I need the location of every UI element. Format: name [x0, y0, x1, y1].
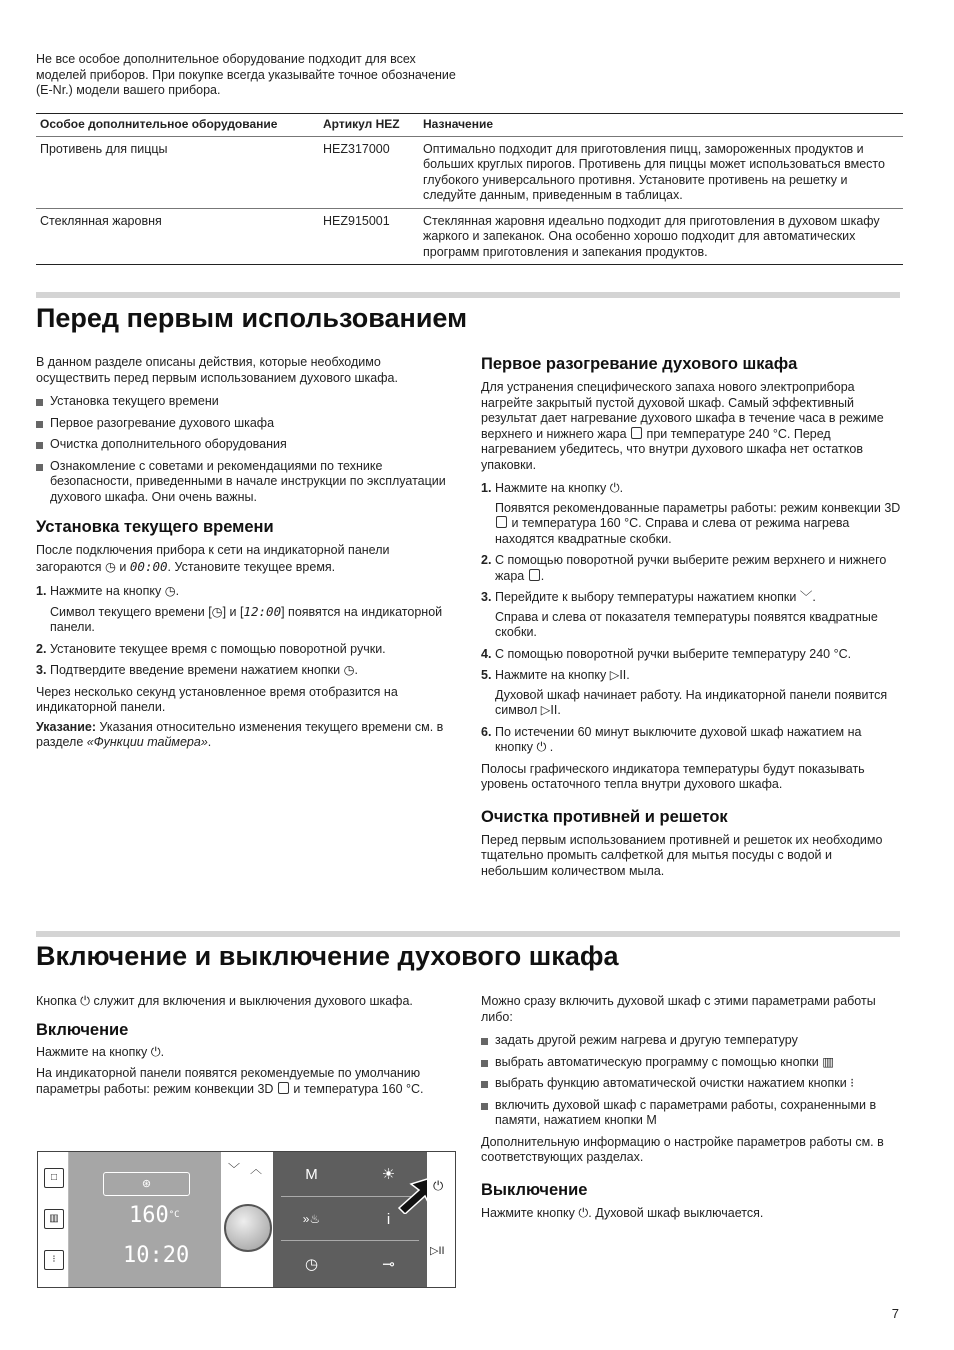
cell-desc: Стеклянная жаровня идеально подходит для приготовления в духовом шкафу жаркого и запеканок. Она особенно хорошо подходит для автоматических программ приготовления и запекания продуктов.: [419, 208, 903, 265]
right-after: Дополнительную информацию о настройке параметров работы см. в соответствующих разделах.: [481, 1134, 884, 1164]
power-icon: ⏻: [609, 481, 620, 495]
right-intro: Можно сразу включить духовой шкаф с этими параметрами работы либо:: [481, 994, 876, 1024]
power-icon: ⏻: [536, 740, 547, 754]
list-item: задать другой режим нагрева и другую температуру: [481, 1033, 901, 1049]
panel-right-strip: [427, 1152, 455, 1287]
switch-off-text: Нажмите кнопку ⏻. Духовой шкаф выключается.: [481, 1205, 764, 1220]
cleaning-icon: ⁝: [850, 1076, 855, 1090]
cell-code: HEZ317000: [319, 136, 419, 208]
preheat-steps: [481, 481, 901, 756]
auto-program-icon: ▥: [822, 1054, 835, 1069]
heading-clean: Очистка противней и решеток: [481, 807, 728, 826]
cell-desc: Оптимально подходит для приготовления пицц, замороженных продуктов и больших круглых пирогов. Противень для пиццы может использоваться вместо глубокого универсального противня. Установите противень на решетку и следуйте данным, приведенным в таблицах.: [419, 136, 903, 208]
cleaning-button-icon: ⁝: [44, 1250, 64, 1270]
left-column-first-use: [36, 355, 456, 751]
display-temperature: $160^{^\circ C}$: [129, 1203, 180, 1228]
fast-preheat-button[interactable]: »♨: [302, 1212, 321, 1226]
convection-3d-icon: ⊛: [141, 1178, 152, 1190]
page-number: 7: [891, 1306, 899, 1321]
intro-paragraph: Не все особое дополнительное оборудование подходит для всех моделей приборов. При покупке всегда указывайте точное обозначение (E-Nr.) модели вашего прибора.: [36, 52, 456, 97]
memory-icon: M: [646, 1113, 657, 1127]
cell-code: HEZ915001: [319, 208, 419, 265]
cell-name: Стеклянная жаровня: [36, 208, 319, 265]
list-item: Ознакомление с советами и рекомендациями по технике безопасности, приведенными в начале инструкции по эксплуатации духового шкафа. Они очень важны.: [36, 459, 456, 506]
top-bottom-heat-icon: [529, 569, 540, 581]
cell-name: Противень для пиццы: [36, 136, 319, 208]
clock-icon: ◷: [164, 584, 176, 598]
left-column-on-off: [36, 994, 456, 1097]
heading-switch-off: Выключение: [481, 1180, 588, 1199]
heating-mode-button-icon: □: [44, 1168, 64, 1188]
display-mode-box: [103, 1172, 190, 1196]
list-item: выбрать автоматическую программу с помощью кнопки ▥: [481, 1055, 901, 1071]
set-time-steps: [36, 584, 456, 679]
step-item: 2. Установите текущее время с помощью поворотной ручки.: [36, 641, 386, 656]
section1-intro: В данном разделе описаны действия, которые необходимо осуществить перед первым использованием духового шкафа.: [36, 355, 398, 385]
display-time: 10:20: [123, 1243, 190, 1268]
panel-display: [69, 1152, 221, 1287]
step-item: 1. Нажмите на кнопку ⏻. Появятся рекомендованные параметры работы: режим конвекции 3D и температура 160 °C. Справа и слева от режима нагрева находятся квадратные скобки.: [481, 481, 901, 546]
step-item: 1. Нажмите на кнопку ◷. Символ текущего времени [◷] и [12:00] появятся на индикаторной панели.: [36, 584, 443, 634]
list-item: Очистка дополнительного оборудования: [36, 437, 456, 453]
step-item: 3. Подтвердите введение времени нажатием кнопки ◷.: [36, 663, 358, 677]
right-column-first-use: [481, 354, 901, 879]
list-item: включить духовой шкаф с параметрами работы, сохраненными в памяти, нажатием кнопки M: [481, 1098, 901, 1129]
clock-icon: ◷: [343, 663, 355, 677]
top-bottom-heat-icon: [631, 427, 642, 439]
section-divider: [36, 292, 900, 298]
col-header-equipment: Особое дополнительное оборудование: [36, 114, 319, 137]
power-icon: ⏻: [80, 994, 90, 1008]
switch-on-text: Нажмите на кнопку ⏻.: [36, 1044, 165, 1059]
clean-text: Перед первым использованием противней и решеток их необходимо тщательно промыть салфеткой для мытья посуды с водой и небольшим количеством мыла.: [481, 832, 883, 878]
start-pause-icon[interactable]: ▷II: [430, 1245, 445, 1257]
chevron-down-icon: ﹀: [799, 590, 813, 604]
clock-icon: ◷: [211, 604, 223, 619]
right-column-on-off: [481, 994, 901, 1221]
accessory-table: [36, 113, 903, 265]
auto-program-button-icon: ▥: [44, 1209, 64, 1229]
step-item: 2. С помощью поворотной ручки выберите режим верхнего и нижнего жара .: [481, 553, 887, 583]
start-pause-icon: ▷II: [540, 703, 558, 717]
chevron-down-icon[interactable]: ﹀: [228, 1162, 241, 1176]
section-title-first-use: Перед первым использованием: [36, 303, 468, 333]
preheat-intro: Для устранения специфического запаха нового электроприбора нагрейте закрытый пустой духовой шкаф. Самый эффективный результат дает нагревание духового шкафа в течение часа в режиме верхнего и нижнего жара при температуре 240 °C. Перед нагреванием убедитесь, что внутри духового шкафа нет остатков упаковки.: [481, 380, 884, 472]
heading-preheat: Первое разогревание духового шкафа: [481, 355, 798, 373]
knob-zone: [222, 1152, 272, 1287]
section-divider: [36, 931, 900, 937]
power-icon: ⏻: [150, 1044, 161, 1059]
section1-bullets: [36, 394, 456, 505]
heading-set-time: Установка текущего времени: [36, 518, 274, 536]
light-button[interactable]: ☀: [381, 1166, 396, 1183]
section-title-on-off: Включение и выключение духового шкафа: [36, 941, 619, 971]
list-item: выбрать функцию автоматической очистки нажатием кнопки ⁝: [481, 1076, 901, 1092]
panel-left-strip: [38, 1152, 69, 1287]
set-time-after: Через несколько секунд установленное время отобразится на индикаторной панели.: [36, 684, 398, 714]
heading-switch-on: Включение: [36, 1020, 129, 1039]
convection-3d-icon: [278, 1082, 289, 1094]
info-button[interactable]: i: [386, 1211, 391, 1228]
table-row: [36, 208, 903, 265]
table-row: [36, 136, 903, 208]
start-pause-icon: ▷II: [609, 668, 627, 682]
rotary-knob[interactable]: [224, 1204, 272, 1252]
chevron-up-icon[interactable]: ︿: [250, 1162, 263, 1176]
child-lock-button[interactable]: ⊸: [382, 1256, 395, 1273]
memory-button[interactable]: M: [305, 1166, 318, 1183]
clock-icon: ◷: [105, 559, 116, 574]
switch-on-text2: На индикаторной панели появятся рекомендуемые по умолчанию параметры работы: режим конвекции 3D и температура 160 °C.: [36, 1066, 424, 1096]
step-item: 5. Нажмите на кнопку ▷II. Духовой шкаф начинает работу. На индикаторной панели появится символ ▷II.: [481, 668, 888, 717]
convection-3d-icon: [496, 516, 507, 528]
control-panel-illustration: [37, 1151, 456, 1288]
step-item: 4. С помощью поворотной ручки выберите температуру 240 °C.: [481, 646, 852, 661]
step-item: 3. Перейдите к выбору температуры нажатием кнопки ﹀. Справа и слева от показателя температуры появятся квадратные скобки.: [481, 590, 878, 639]
list-item: Первое разогревание духового шкафа: [36, 416, 456, 432]
col-header-code: Артикул HEZ: [319, 114, 419, 137]
on-off-intro: Кнопка ⏻ служит для включения и выключения духового шкафа.: [36, 994, 413, 1008]
preheat-after: Полосы графического индикатора температуры будут показывать уровень остаточного тепла внутри духового шкафа.: [481, 761, 865, 791]
panel-button-grid: [273, 1152, 427, 1287]
power-icon: ⏻: [578, 1205, 589, 1220]
set-time-note: Указание: Указания относительно изменения текущего времени см. в разделе «Функции таймера».: [36, 719, 444, 749]
set-time-intro: После подключения прибора к сети на индикаторной панели загораются ◷ и 00:00. Установите текущее время.: [36, 543, 390, 574]
step-item: 6. По истечении 60 минут выключите духовой шкаф нажатием на кнопку ⏻ .: [481, 724, 862, 754]
right-bullets: [481, 1033, 901, 1129]
list-item: Установка текущего времени: [36, 394, 456, 410]
power-icon[interactable]: ⏻: [433, 1178, 444, 1193]
col-header-purpose: Назначение: [419, 114, 903, 137]
timer-button[interactable]: ◷: [304, 1256, 319, 1273]
